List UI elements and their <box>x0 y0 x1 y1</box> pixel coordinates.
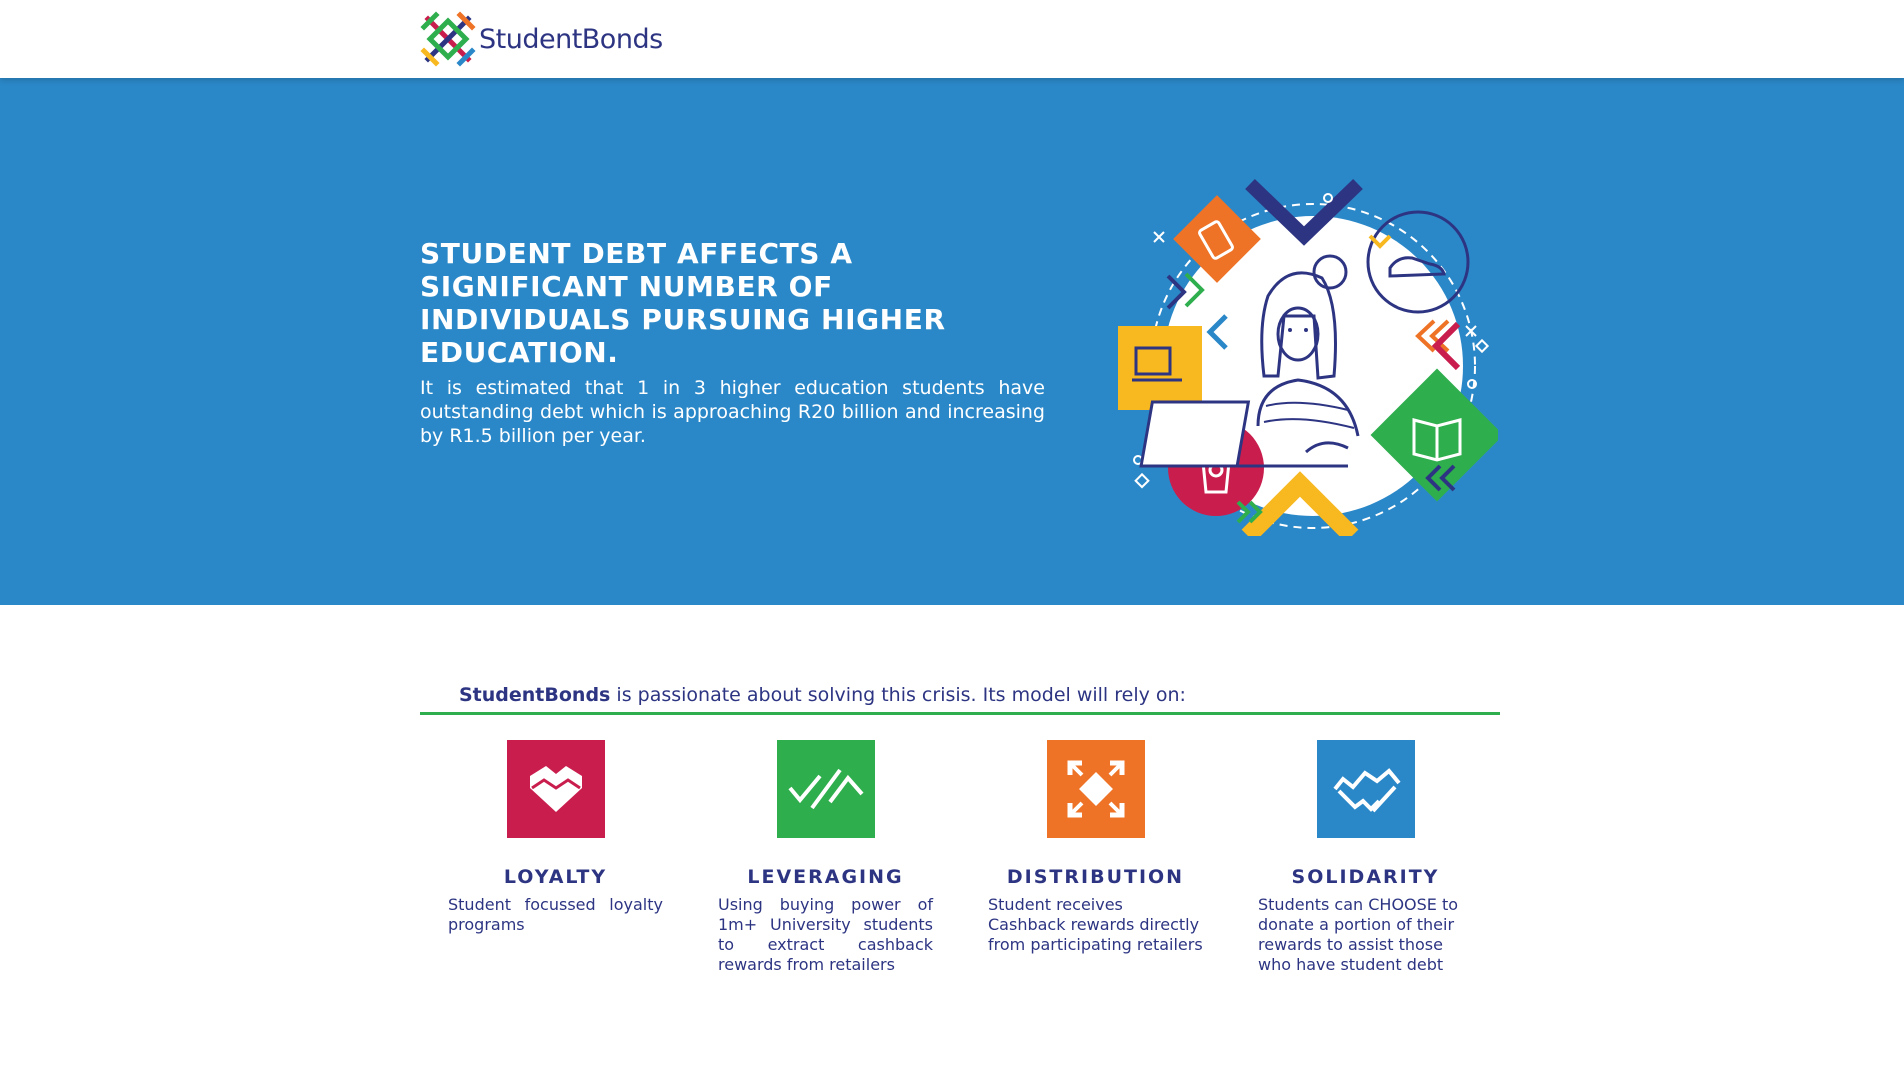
site-header <box>0 0 1904 78</box>
feature-title: SOLIDARITY <box>1291 866 1440 888</box>
logo-mark-icon <box>420 11 476 67</box>
feature-title: LEVERAGING <box>747 866 904 888</box>
intro-statement: is passionate about solving this crisis. Its model will rely on: <box>610 684 1186 706</box>
feature-description: Using buying power of 1m+ University students to extract cashback rewards from retailers <box>718 895 933 974</box>
intro-brand: StudentBonds <box>459 684 611 706</box>
feature-description: Student focussed loyalty programs <box>448 895 663 934</box>
feature-title: DISTRIBUTION <box>1006 866 1185 888</box>
solidarity-tile <box>1317 740 1415 838</box>
hero-body: It is estimated that 1 in 3 higher education students have outstanding debt which is approaching R20 billion and increasing by R1.5 billion per year. <box>420 377 1045 447</box>
heart-icon <box>526 764 586 814</box>
student-studying-illustration <box>1108 166 1498 536</box>
feature-leveraging <box>718 740 933 975</box>
logo-text: StudentBonds <box>479 23 663 55</box>
leveraging-tile <box>777 740 875 838</box>
handshake-icon <box>1329 761 1403 817</box>
leverage-chevrons-icon <box>786 764 866 814</box>
intro-banner <box>420 684 1500 715</box>
hero-title: STUDENT DEBT AFFECTS A SIGNIFICANT NUMBER OF INDIVIDUALS PURSUING HIGHER EDUCATION. <box>420 237 946 369</box>
studentbonds-logo[interactable] <box>420 10 663 68</box>
expand-arrows-icon <box>1066 759 1126 819</box>
feature-loyalty <box>448 740 663 935</box>
feature-solidarity <box>1258 740 1473 975</box>
feature-distribution <box>988 740 1203 955</box>
feature-title: LOYALTY <box>503 866 608 888</box>
feature-description: Student receives Cashback rewards directly from participating retailers <box>988 895 1203 954</box>
hero-section <box>0 78 1904 605</box>
feature-description: Students can CHOOSE to donate a portion of their rewards to assist those who have student debt <box>1258 895 1459 974</box>
distribution-tile <box>1047 740 1145 838</box>
intro-text <box>459 684 1186 706</box>
loyalty-tile <box>507 740 605 838</box>
